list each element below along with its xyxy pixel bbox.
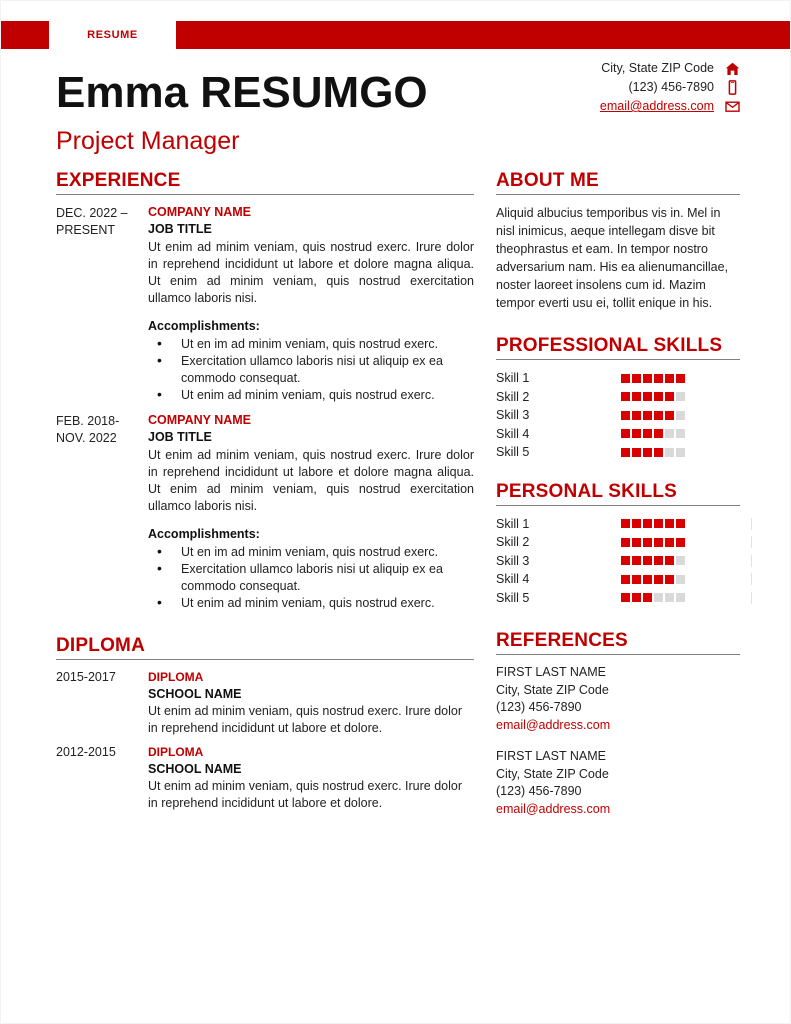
skill-pip-filled: [654, 448, 663, 457]
list-item: • Exercitation ullamco laboris nisi ut aliquip ex ea commodo consequat.: [148, 561, 474, 595]
skill-meter: [621, 392, 685, 401]
list-item: • Ut en im ad minim veniam, quis nostrud exerc.: [148, 544, 474, 561]
contact-email[interactable]: email@address.com: [599, 99, 714, 113]
last-name: RESUMGO: [200, 68, 428, 117]
skill-pip-empty: [665, 429, 674, 438]
skill-pip-filled: [621, 538, 630, 547]
skill-pip-filled: [632, 538, 641, 547]
skill-label: Skill 1: [496, 516, 530, 531]
contact-address: City, State ZIP Code: [601, 61, 714, 75]
skill-meter: [621, 429, 685, 438]
skill-pip-filled: [654, 538, 663, 547]
reference-phone: (123) 456-7890: [496, 784, 582, 798]
skill-label: Skill 4: [496, 426, 530, 441]
skill-pip-filled: [654, 556, 663, 565]
experience-description: Ut enim ad minim veniam, quis nostrud exerc. Irure dolor in reprehend incididunt ut labore et dolore magna aliqua. Ut enim ad minim veniam, quis nostrud exercitation ullamco laboris nisi.: [148, 448, 474, 513]
skill-pip-filled: [621, 448, 630, 457]
skill-pip-filled: [665, 538, 674, 547]
skill-pip-empty: [676, 556, 685, 565]
section-rule: [496, 505, 740, 506]
skill-pip-filled: [632, 448, 641, 457]
skill-pip-filled: [643, 519, 652, 528]
skill-pip-filled: [632, 556, 641, 565]
contact-phone-row: [490, 78, 740, 97]
first-name: Emma: [56, 68, 201, 117]
row-divider-tick: [751, 518, 752, 530]
skill-pip-empty: [676, 575, 685, 584]
accomplishments-label: Accomplishments:: [148, 319, 260, 333]
skill-pip-filled: [621, 593, 630, 602]
list-item: • Ut enim ad minim veniam, quis nostrud exerc.: [148, 595, 474, 612]
experience-company: COMPANY NAME: [148, 205, 252, 219]
skill-label: Skill 3: [496, 553, 530, 568]
skill-pip-filled: [621, 575, 630, 584]
skill-meter: [621, 575, 685, 584]
job-title: Project Manager: [56, 127, 240, 155]
diploma-name: DIPLOMA: [148, 745, 204, 759]
skill-label: Skill 3: [496, 408, 530, 422]
skill-pip-filled: [665, 392, 674, 401]
diploma-name: DIPLOMA: [148, 670, 204, 684]
section-professional-skills: [496, 334, 740, 462]
reference-address: City, State ZIP Code: [496, 766, 609, 781]
row-divider-tick: [751, 592, 752, 604]
skill-pip-filled: [654, 374, 663, 383]
skill-row: [496, 533, 740, 552]
skill-pip-empty: [676, 392, 685, 401]
experience-date: FEB. 2018- NOV. 2022: [56, 414, 120, 445]
skill-row: [496, 425, 740, 444]
diploma-description: Ut enim ad minim veniam, quis nostrud exerc. Irure dolor in reprehend incididunt ut labore et dolore.: [148, 779, 463, 810]
skill-meter: [621, 411, 685, 420]
skill-label: Skill 4: [496, 572, 530, 586]
skill-pip-filled: [654, 575, 663, 584]
section-rule: [496, 194, 740, 195]
section-title-professional-skills: PROFESSIONAL SKILLS: [496, 335, 723, 356]
experience-entry: [56, 204, 474, 404]
skill-pip-filled: [665, 374, 674, 383]
skill-pip-filled: [665, 556, 674, 565]
skill-pip-filled: [676, 538, 685, 547]
list-item: • Ut enim ad minim veniam, quis nostrud exerc.: [148, 387, 474, 404]
accomplishments-list: [148, 544, 474, 612]
skill-pip-filled: [643, 429, 652, 438]
skill-pip-filled: [643, 411, 652, 420]
reference-email[interactable]: email@address.com: [496, 717, 611, 732]
skill-pip-empty: [654, 593, 663, 602]
top-red-bar: [1, 21, 791, 49]
reference-name: FIRST LAST NAME: [496, 749, 606, 763]
skill-pip-empty: [676, 411, 685, 420]
section-experience: [56, 169, 474, 612]
skill-label: Skill 2: [496, 389, 530, 404]
envelope-icon: [724, 99, 740, 115]
row-divider-tick: [751, 555, 752, 567]
skill-pip-filled: [632, 593, 641, 602]
page-title: [56, 67, 428, 119]
skill-pip-filled: [643, 374, 652, 383]
experience-company: COMPANY NAME: [148, 413, 252, 427]
diploma-date: 2012-2015: [56, 745, 116, 759]
skill-pip-filled: [665, 519, 674, 528]
section-personal-skills: [496, 480, 740, 608]
section-rule: [496, 654, 740, 655]
skill-pip-filled: [665, 575, 674, 584]
section-diploma: [56, 634, 474, 812]
accomplishments-list: [148, 336, 474, 404]
skill-pip-filled: [676, 519, 685, 528]
experience-body: [148, 204, 474, 404]
skill-meter: [621, 448, 685, 457]
skill-row: [496, 443, 740, 462]
skill-pip-filled: [632, 429, 641, 438]
diploma-date: 2015-2017: [56, 670, 116, 684]
reference-address: City, State ZIP Code: [496, 682, 609, 697]
skill-row: [496, 552, 740, 571]
skill-pip-filled: [632, 575, 641, 584]
resume-header: [1, 59, 791, 169]
skill-pip-filled: [654, 411, 663, 420]
skill-row: [496, 369, 740, 388]
experience-description: Ut enim ad minim veniam, quis nostrud exerc. Irure dolor in reprehend incididunt ut labore et dolore magna aliqua. Ut enim ad minim veniam, quis nostrud exercitation ullamco laboris nisi.: [148, 240, 474, 305]
skill-meter: [621, 519, 685, 528]
skill-pip-filled: [654, 519, 663, 528]
skill-pip-filled: [654, 429, 663, 438]
topbar-resume-label: RESUME: [87, 29, 138, 41]
section-title-about-me: ABOUT ME: [496, 170, 599, 191]
section-references: [496, 629, 740, 818]
diploma-description: Ut enim ad minim veniam, quis nostrud exerc. Irure dolor in reprehend incididunt ut labore et dolore.: [148, 704, 463, 735]
list-item: • Exercitation ullamco laboris nisi ut aliquip ex ea commodo consequat.: [148, 353, 474, 387]
skill-pip-filled: [632, 519, 641, 528]
section-rule: [496, 359, 740, 360]
skill-pip-filled: [643, 575, 652, 584]
reference-phone: (123) 456-7890: [496, 700, 582, 714]
section-rule: [56, 194, 474, 195]
skill-row: [496, 570, 740, 589]
list-item: • Ut en im ad minim veniam, quis nostrud exerc.: [148, 336, 474, 353]
skill-meter: [621, 556, 685, 565]
professional-skills-list: [496, 369, 740, 462]
diploma-entry: [56, 669, 474, 737]
section-title-references: REFERENCES: [496, 630, 628, 651]
diploma-school: SCHOOL NAME: [148, 762, 242, 776]
reference-name: FIRST LAST NAME: [496, 665, 606, 679]
experience-role: JOB TITLE: [148, 430, 212, 444]
skill-label: Skill 2: [496, 535, 530, 549]
right-column: [496, 169, 740, 832]
diploma-body: [148, 669, 474, 737]
section-about-me: [496, 169, 740, 312]
skill-label: Skill 1: [496, 371, 530, 385]
section-rule: [56, 659, 474, 660]
experience-role: JOB TITLE: [148, 222, 212, 236]
personal-skills-list: [496, 515, 740, 608]
skill-pip-filled: [621, 392, 630, 401]
skill-meter: [621, 374, 685, 383]
diploma-body: [148, 744, 474, 812]
topbar-right-block: [176, 21, 791, 49]
home-icon: [724, 61, 740, 77]
skill-pip-filled: [621, 429, 630, 438]
reference-item: [496, 748, 740, 818]
skill-pip-filled: [621, 556, 630, 565]
skill-pip-filled: [643, 448, 652, 457]
skill-meter: [621, 593, 685, 602]
experience-entry: [56, 412, 474, 612]
skill-pip-filled: [621, 519, 630, 528]
skill-meter: [621, 538, 685, 547]
skill-row: [496, 388, 740, 407]
skill-pip-filled: [643, 556, 652, 565]
reference-item: [496, 664, 740, 734]
skill-pip-filled: [676, 374, 685, 383]
skill-pip-filled: [632, 374, 641, 383]
skill-pip-filled: [643, 593, 652, 602]
contact-block: [490, 59, 740, 116]
skill-label: Skill 5: [496, 590, 530, 605]
skill-row: [496, 589, 740, 608]
skill-pip-filled: [632, 392, 641, 401]
skill-pip-filled: [632, 411, 641, 420]
skill-pip-filled: [654, 392, 663, 401]
accomplishments-label: Accomplishments:: [148, 527, 260, 541]
diploma-entry: [56, 744, 474, 812]
skill-pip-filled: [665, 411, 674, 420]
skill-pip-empty: [665, 448, 674, 457]
experience-body: [148, 412, 474, 612]
skill-pip-empty: [676, 593, 685, 602]
skill-label: Skill 5: [496, 445, 530, 459]
skill-pip-empty: [676, 448, 685, 457]
experience-date: DEC. 2022 – PRESENT: [56, 206, 128, 237]
contact-phone: (123) 456-7890: [628, 80, 714, 94]
section-title-personal-skills: PERSONAL SKILLS: [496, 480, 678, 502]
section-title-experience: EXPERIENCE: [56, 170, 181, 191]
topbar-left-block: [1, 21, 49, 49]
left-column: [56, 169, 474, 819]
diploma-school: SCHOOL NAME: [148, 687, 242, 701]
skill-pip-filled: [643, 392, 652, 401]
phone-icon: [724, 80, 740, 96]
skill-row: [496, 406, 740, 425]
contact-address-row: [490, 59, 740, 78]
reference-email[interactable]: email@address.com: [496, 801, 611, 816]
skill-pip-filled: [621, 411, 630, 420]
skill-pip-filled: [643, 538, 652, 547]
skill-row: [496, 515, 740, 534]
contact-email-row[interactable]: [490, 97, 740, 116]
skill-pip-empty: [665, 593, 674, 602]
section-title-diploma: DIPLOMA: [56, 635, 146, 656]
row-divider-tick: [751, 573, 752, 585]
row-divider-tick: [751, 536, 752, 548]
skill-pip-filled: [621, 374, 630, 383]
skill-pip-empty: [676, 429, 685, 438]
about-me-text: Aliquid albucius temporibus vis in. Mel in nisl inimicus, aeque intellegam disve bit theophrastus et eam. In tempor nostro adversarium nam. His ea alienumancillae, noster laoreet insolens cum id. Mazim tempor everti usu ei, tollit enique in his.: [496, 206, 729, 310]
